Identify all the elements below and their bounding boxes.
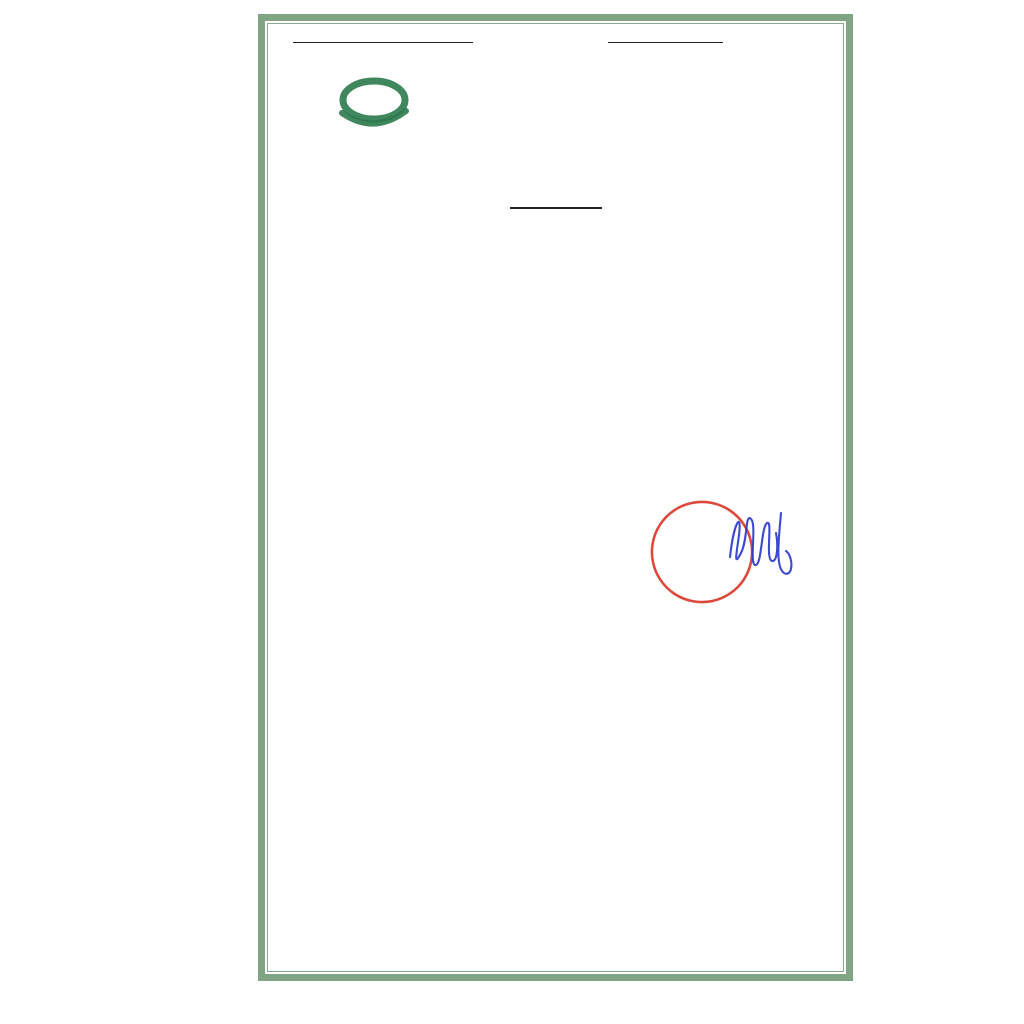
vfa-logo xyxy=(327,73,421,137)
qr-code xyxy=(172,42,236,106)
motto-rule xyxy=(608,42,723,43)
body-text xyxy=(288,237,834,262)
certificate-page xyxy=(258,14,853,981)
handwritten-signature xyxy=(720,499,802,585)
issuer-rule xyxy=(293,42,473,43)
number-rule xyxy=(510,207,602,209)
national-block xyxy=(497,39,833,60)
phone-fax-line xyxy=(288,237,834,256)
issuer-block xyxy=(277,39,489,43)
